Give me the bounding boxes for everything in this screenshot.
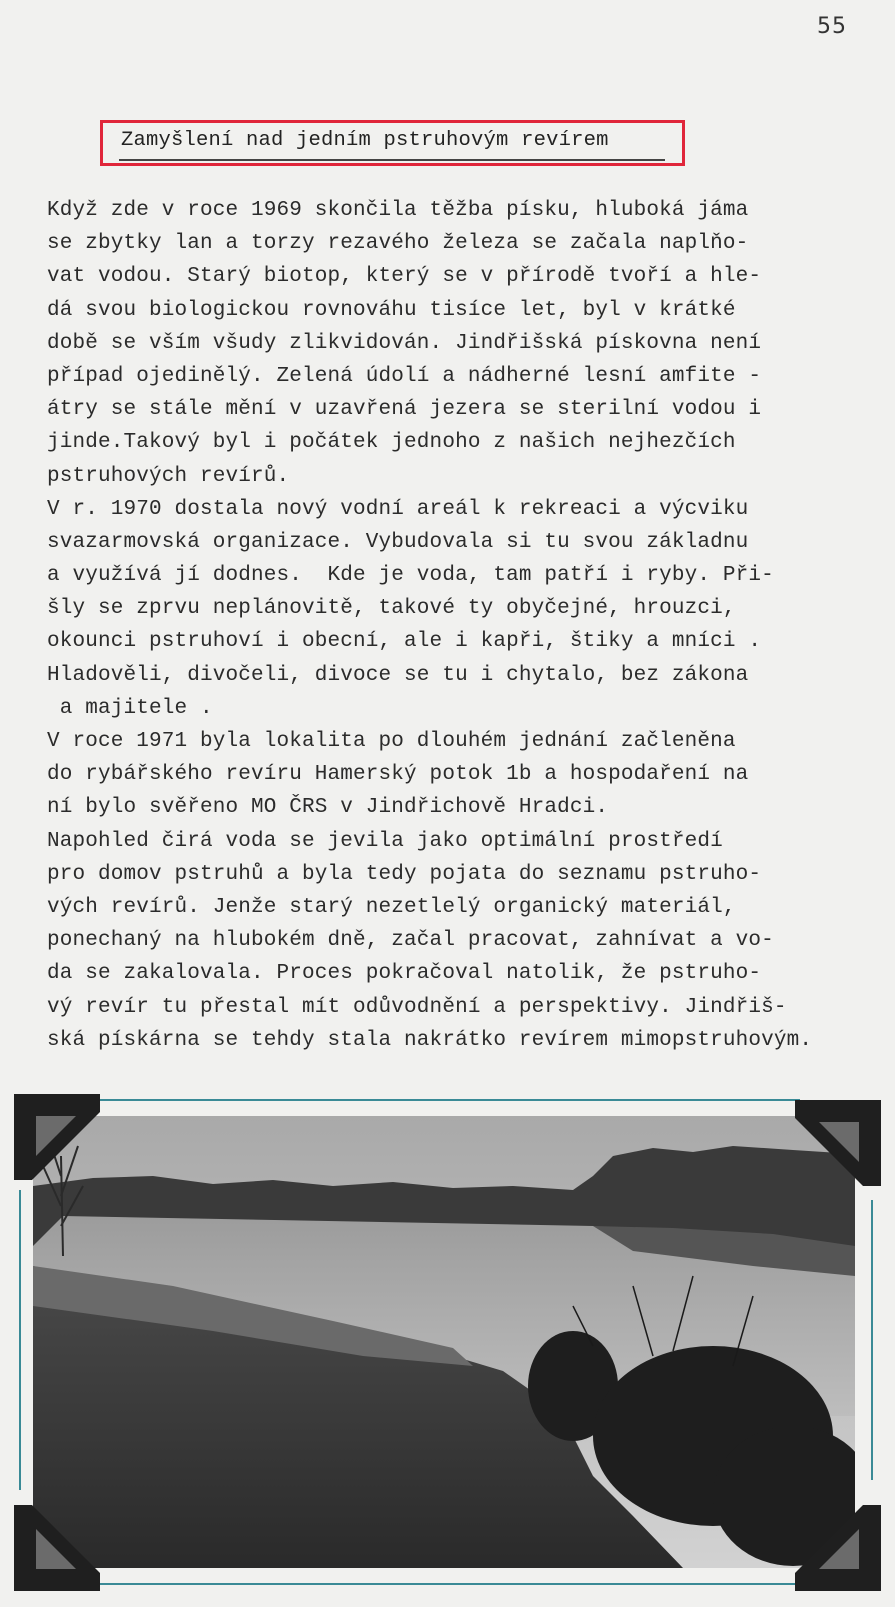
text-line: vých revírů. Jenže starý nezetlelý organický materiál, [47,895,736,919]
text-line: átry se stále mění v uzavřená jezera se sterilní vodou i [47,398,762,422]
frame-line-left [19,1190,21,1490]
lake-photo [33,1116,855,1568]
text-line: vat vodou. Starý biotop, který se v přírodě tvoří a hle- [47,265,762,289]
text-line: pstruhových revírů. [47,464,290,488]
text-line: případ ojedinělý. Zelená údolí a nádherné lesní amfite - [47,364,762,388]
text-line: době se vším všudy zlikvidován. Jindřišská pískovna není [47,331,762,355]
text-line: do rybářského revíru Hamerský potok 1b a hospodaření na [47,763,749,787]
photo-corner-bottom-right [795,1505,881,1591]
text-line: šly se zprvu neplánovitě, takové ty obyčejné, hrouzci, [47,597,736,621]
page-title: Zamyšlení nad jedním pstruhovým revírem [121,129,609,152]
text-line: se zbytky lan a torzy rezavého železa se začala naplňo- [47,232,749,256]
text-line: ní bylo svěřeno MO ČRS v Jindřichově Hradci. [47,796,609,820]
text-line: Napohled čirá voda se jevila jako optimální prostředí [47,829,723,853]
text-line: Hladověli, divočeli, divoce se tu i chytalo, bez zákona [47,663,749,687]
text-line: dá svou biologickou rovnováhu tisíce let, byl v krátké [47,298,736,322]
title-frame [100,120,685,166]
text-line: pro domov pstruhů a byla tedy pojata do seznamu pstruho- [47,862,762,886]
text-line: a majitele . [47,696,213,720]
text-line: ská pískárna se tehdy stala nakrátko revírem mimopstruhovým. [47,1028,813,1052]
text-line: a využívá jí dodnes. Kde je voda, tam patří i ryby. Při- [47,564,774,588]
body-text [47,194,887,1057]
text-line: V r. 1970 dostala nový vodní areál k rekreaci a výcviku [47,497,749,521]
title-underline [119,159,665,161]
text-line: Když zde v roce 1969 skončila těžba písku, hluboká jáma [47,199,749,222]
text-line: svazarmovská organizace. Vybudovala si tu svou základnu [47,530,749,554]
photo-corner-bottom-left [14,1505,100,1591]
text-line: vý revír tu přestal mít odůvodnění a perspektivy. Jindřiš- [47,995,787,1019]
text-line: V roce 1971 byla lokalita po dlouhém jednání začleněna [47,730,736,753]
text-line: ponechaný na hlubokém dně, začal pracovat, zahnívat a vo- [47,929,774,953]
photo-corner-top-left [14,1094,100,1180]
frame-line-top [100,1099,800,1101]
text-line: jinde.Takový byl i počátek jednoho z našich nejhezčích [47,431,736,455]
text-line: okounci pstruhoví i obecní, ale i kapři, štiky a mníci . [47,630,762,654]
text-line: da se zakalovala. Proces pokračoval natolik, že pstruho- [47,962,762,986]
lake-photo-icon [33,1116,855,1568]
photo-corner-top-right [795,1100,881,1186]
frame-line-bottom [100,1583,800,1585]
page-number: 55 [817,14,847,39]
frame-line-right [871,1200,873,1480]
